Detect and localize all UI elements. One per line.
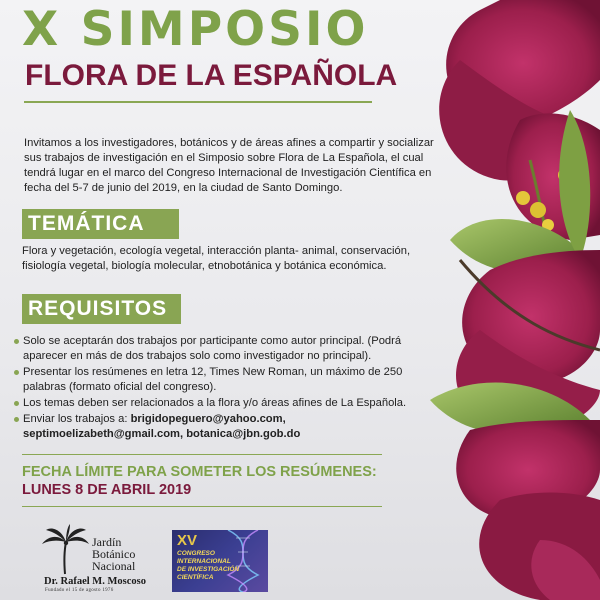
jbn-founded: Fundado el 15 de agosto 1976 [45, 588, 114, 593]
requisito-text: Los temas deben ser relacionados a la flora y/o áreas afines de La Española. [23, 397, 407, 409]
flower-decoration [420, 0, 600, 600]
email-link[interactable]: septimoelizabeth@gmail.com, botanica@jbn.gob.do [23, 428, 301, 440]
deadline-label: FECHA LÍMITE PARA SOMETER LOS RESÚMENES: [22, 464, 377, 480]
congress-line: INTERNACIONAL [177, 558, 231, 565]
intro-paragraph: Invitamos a los investigadores, botánicos y de áreas afines a compartir y socializar sus trabajos de investigación en el Simposio sobre Flora de La Española, el cual tendrá lugar en el marco del Congreso Internacional de Investigación Científica en fecha del 5-7 de junio del 2019, en la ciudad de Santo Domingo. [24, 137, 434, 194]
list-item [14, 396, 434, 411]
congress-line: CONGRESO [177, 550, 215, 557]
deadline-divider-bottom [22, 506, 382, 507]
jbn-line: Nacional [92, 559, 136, 573]
jbn-honoree: Dr. Rafael M. Moscoso [44, 576, 146, 587]
requisito-text: Presentar los resúmenes en letra 12, Times New Roman, un máximo de 250 palabras (formato oficial del congreso). [23, 366, 403, 393]
tematica-text: Flora y vegetación, ecología vegetal, interacción planta- animal, conservación, fisiología vegetal, biología molecular, etnobotánica y botánica económica. [22, 245, 411, 272]
list-item [14, 365, 434, 395]
header-divider [24, 101, 372, 103]
congress-numeral: XV [177, 532, 198, 549]
requisitos-heading: REQUISITOS [22, 294, 181, 324]
send-label: Enviar los trabajos a: [23, 413, 128, 425]
page-subtitle: FLORA DE LA ESPAÑOLA [25, 59, 398, 92]
requisitos-list [14, 334, 434, 443]
jbn-line: Jardín [92, 535, 122, 549]
congress-line: CIENTÍFICA [177, 574, 214, 581]
requisito-text: Solo se aceptarán dos trabajos por participante como autor principal. (Podrá aparecer en más de dos trabajos solo como investigador no principal). [23, 335, 402, 362]
email-link[interactable]: brigidopeguero@yahoo.com, [130, 413, 286, 425]
deadline-divider-top [22, 454, 382, 455]
list-item [14, 334, 434, 364]
palm-tree-icon [40, 524, 90, 576]
deadline-date: LUNES 8 DE ABRIL 2019 [22, 482, 192, 498]
jbn-wordmark [92, 536, 135, 572]
jbn-logo [40, 524, 160, 598]
tematica-heading: TEMÁTICA [22, 209, 179, 239]
jbn-line: Botánico [92, 547, 136, 561]
congress-line: DE INVESTIGACIÓN [177, 566, 240, 573]
page-title: X SIMPOSIO [22, 2, 369, 57]
list-item [14, 412, 434, 442]
congress-logo [172, 530, 268, 592]
